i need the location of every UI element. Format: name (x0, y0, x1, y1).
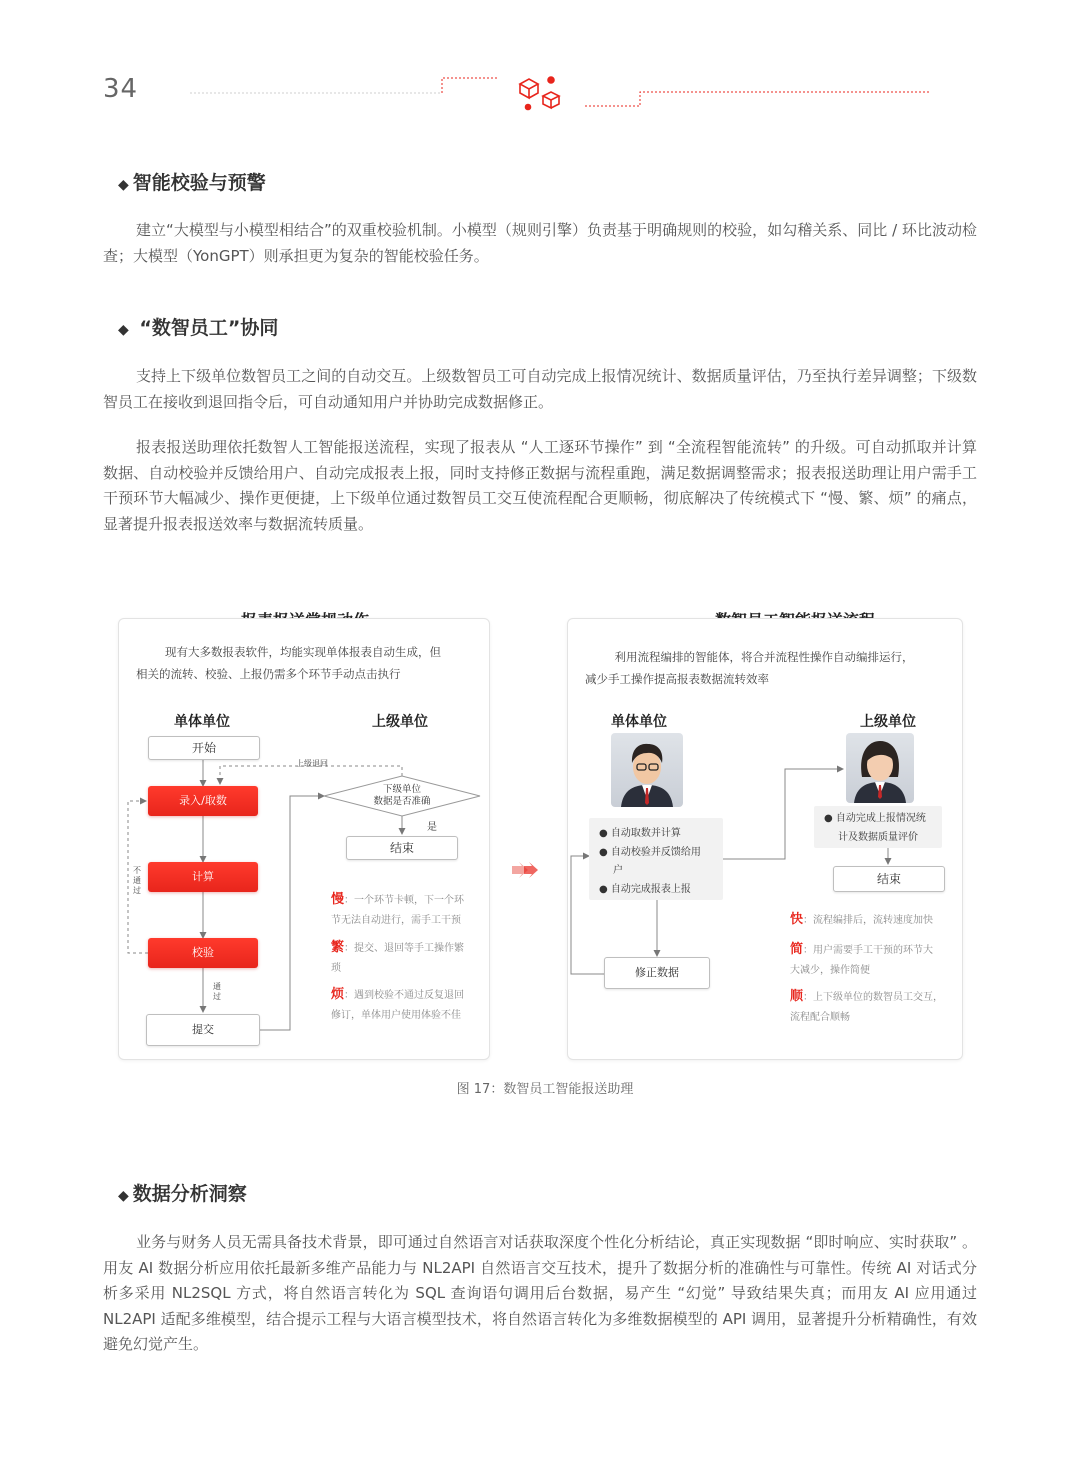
pass-label: 通过 (213, 982, 221, 1001)
paragraph: 报表报送助理依托数智人工智能报送流程，实现了报表从 “人工逐环节操作” 到 “全流程智能流转” 的升级。可自动抓取并计算数据、自动校验并反馈给用户、自动完成报表上报，同时支持修正数据与流程重跑，满足数据调整需求；报表报送助理让用户需手工干预环节大幅减少、操作更便捷，上下级单位通过数智员工交互使流程配合更顺畅，彻底解决了传统模式下 “慢、繁、烦” 的痛点，显著提升报表报送效率与数据流转质量。 (103, 438, 977, 533)
right-col-superior: 上级单位 (860, 714, 916, 730)
note-slow: 慢：一个环节卡顿，下一个环 节无法自动进行，需手工干预 (331, 892, 465, 926)
return-label: 上级退回 (296, 759, 328, 768)
diamond-bullet-icon: ◆ (118, 322, 129, 338)
figure-caption: 图 17：数智员工智能报送助理 (456, 1082, 634, 1097)
yes-label: 是 (427, 822, 437, 833)
left-col-superior: 上级单位 (372, 714, 428, 730)
left-panel-desc-1: 现有大多数报表软件，均能实现单体报表自动生成，但 (165, 645, 441, 659)
note-tedious: 繁：提交、退回等手工操作繁 琐 (331, 940, 465, 974)
left-bullet-list (599, 825, 719, 899)
flow-calc: 计算 (148, 862, 258, 892)
paragraph: 业务与财务人员无需具备技术背景，即可通过自然语言对话获取深度个性化分析结论，真正实现数据 “即时响应、实时获取” 。用友 AI 数据分析应用依托最新多维产品能力与 NL2API 自然语言交互技术，提升了数据分析的准确性与可靠性。传统 AI 对话式分析多采用 NL2SQL 方式，将自然语言转化为 SQL 查询语句调用后台数据，易产生 “幻觉” 导致结果失真；而用友 AI 应用通过 NL2API 适配多维模型，结合提示工程与大语言模型技术，将自然语言转化为多维数据模型的 API 调用，显著提升分析精确性，有效避免幻觉产生。 (103, 1233, 977, 1354)
bullet-icon: ● (599, 883, 611, 895)
list-item: ● 自动取数并计算 (599, 828, 681, 839)
bullet-icon: ● (599, 828, 611, 839)
note-annoying: 烦：遇到校验不通过反复退回 修订，单体用户使用体验不佳 (331, 987, 465, 1021)
note-simple: 简：用户需要手工干预的环节大 大减少，操作简便 (790, 942, 934, 976)
list-item: ● 自动完成报表上报 (599, 883, 691, 895)
right-col-single: 单体单位 (611, 714, 667, 730)
right-panel-desc-2: 减少手工操作提高报表数据流转效率 (585, 672, 769, 686)
avatar-male (611, 733, 683, 807)
bullet-icon: ● (599, 846, 611, 858)
diamond-bullet-icon: ◆ (118, 177, 129, 193)
flow-fix-data: 修正数据 (604, 957, 710, 989)
paragraph: 建立“大模型与小模型相结合”的双重校验机制。小模型（规则引擎）负责基于明确规则的校验，如勾稽关系、同比 / 环比波动检查；大模型（YonGPT）则承担更为复杂的智能校验任务。 (103, 221, 977, 265)
section-heading-analysis: ◆ 数据分析洞察 (118, 1183, 247, 1205)
right-bullet-list: ● 自动完成上报情况统 计及数据质量评价 (824, 813, 926, 843)
paragraph: 支持上下级单位数智员工之间的自动交互。上级数智员工可自动完成上报情况统计、数据质量评估，乃至执行差异调整；下级数智员工在接收到退回指令后，可自动通知用户并协助完成数据修正。 (103, 367, 977, 411)
note-smooth: 顺：上下级单位的数智员工交互， 流程配合顺畅 (790, 989, 944, 1023)
flow-start: 开始 (148, 736, 260, 760)
bullet-icon: ● (824, 813, 836, 824)
flow-end-right: 结束 (833, 866, 945, 892)
flow-input: 录入/取数 (148, 786, 258, 816)
flow-submit: 提交 (146, 1014, 260, 1046)
left-panel-desc-2: 相关的流转、校验、上报仍需多个环节手动点击执行 (136, 667, 401, 681)
list-item: ● 自动校验并反馈给用 (599, 846, 701, 858)
diamond-bullet-icon: ◆ (118, 1188, 129, 1204)
right-panel-desc-1: 利用流程编排的智能体，将合并流程性操作自动编排运行， (614, 650, 914, 664)
flow-end: 结束 (346, 836, 458, 860)
page-number: 34 (103, 74, 139, 104)
header-decoration (190, 70, 930, 120)
section-heading-validation: ◆ 智能校验与预警 (118, 172, 266, 194)
avatar-female (846, 733, 914, 803)
cubes-icon (520, 77, 559, 110)
fail-label: 不通过 (133, 866, 141, 895)
note-fast: 快：流程编排后，流转速度加快 (790, 912, 934, 927)
list-item: 户 (613, 865, 623, 876)
section-heading-collaboration: ◆ “数智员工”协同 (118, 317, 279, 339)
double-arrow-icon (510, 860, 542, 880)
left-col-single: 单体单位 (174, 714, 230, 730)
decision-node: 下级单位 数据是否准确 (373, 784, 431, 807)
flow-check: 校验 (148, 938, 258, 968)
